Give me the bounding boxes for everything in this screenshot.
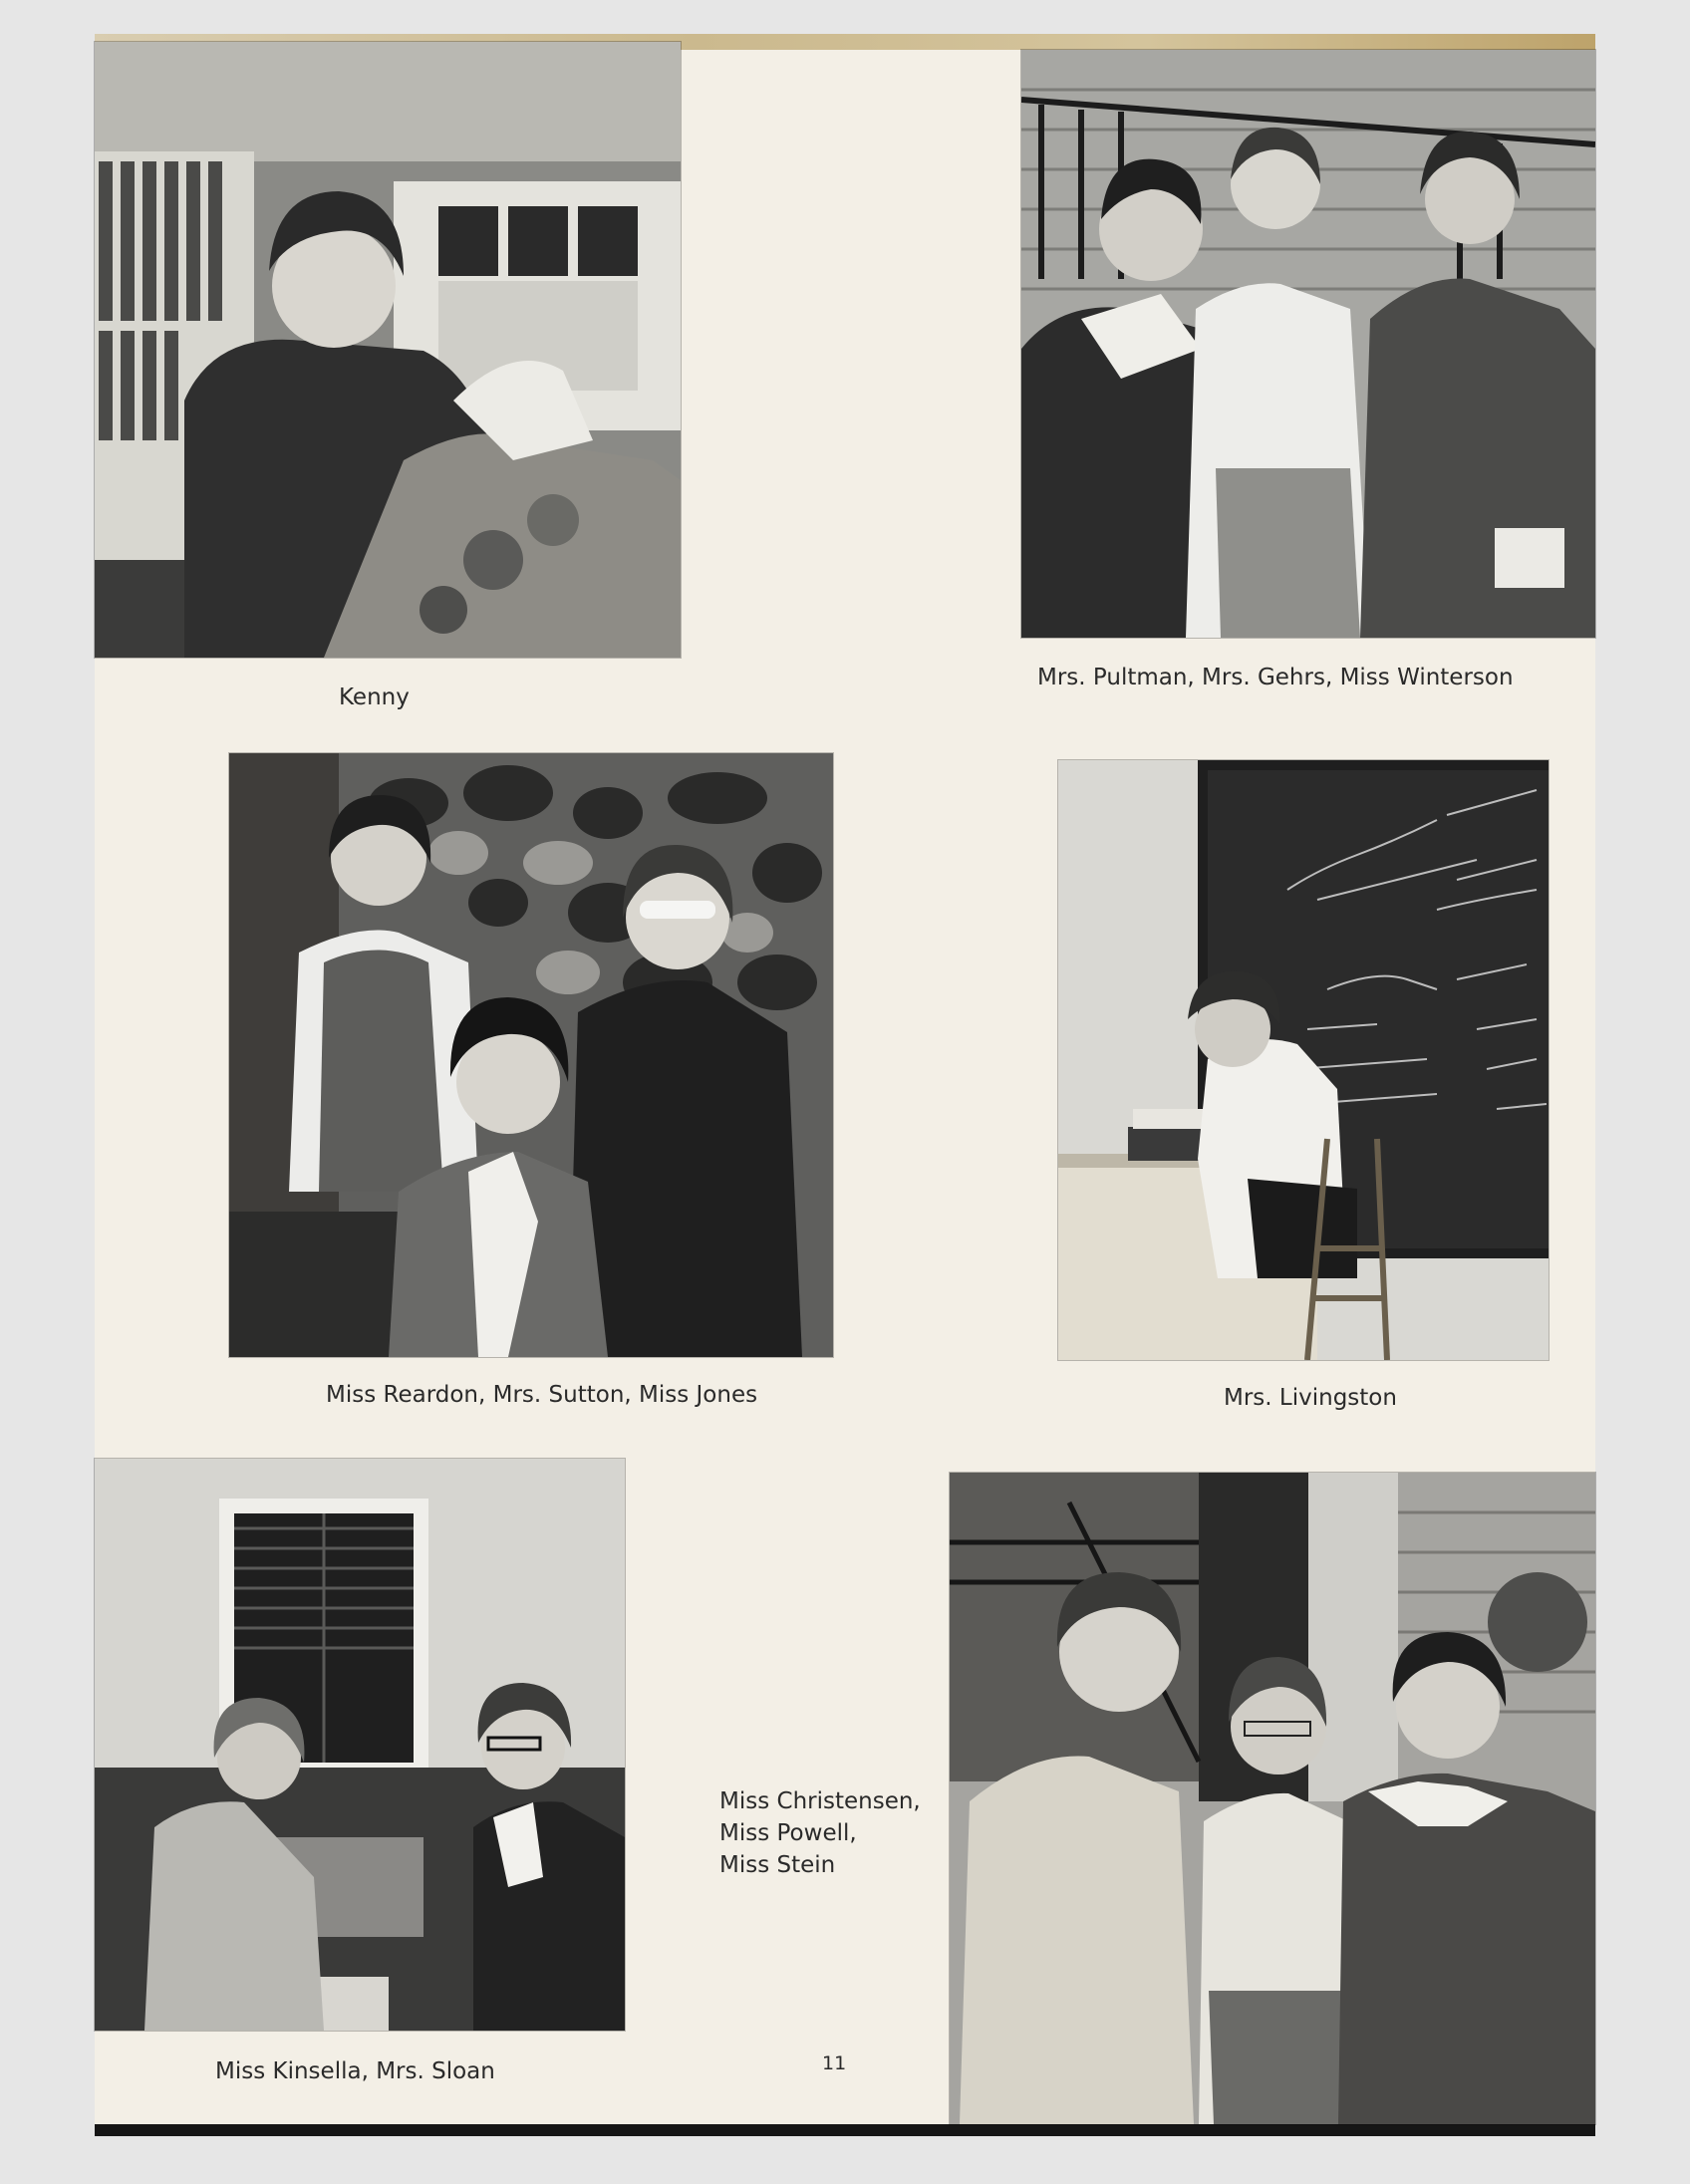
caption-livingston: Mrs. Livingston xyxy=(1224,1385,1397,1411)
photo-christensen-powell-stein xyxy=(950,1473,1595,2124)
photo-reardon-sutton-jones xyxy=(229,753,833,1357)
caption-line-stein: Miss Stein xyxy=(719,1852,836,1878)
caption-kinsella-sloan: Miss Kinsella, Mrs. Sloan xyxy=(215,2058,495,2084)
caption-line-powell: Miss Powell, xyxy=(719,1820,857,1846)
caption-pultman-gehrs-winterson: Mrs. Pultman, Mrs. Gehrs, Miss Winterson xyxy=(1037,665,1514,690)
caption-line-christensen: Miss Christensen, xyxy=(719,1788,921,1814)
caption-christensen-powell-stein xyxy=(719,1785,921,1881)
photo-pultman-gehrs-winterson xyxy=(1021,50,1595,638)
photo-kenny xyxy=(95,42,681,658)
yearbook-page xyxy=(95,34,1595,2136)
caption-reardon-sutton-jones: Miss Reardon, Mrs. Sutton, Miss Jones xyxy=(326,1382,758,1408)
caption-kenny: Kenny xyxy=(339,684,410,710)
photo-kinsella-sloan xyxy=(95,1459,625,2031)
page-number: 11 xyxy=(822,2052,847,2074)
photo-livingston xyxy=(1058,760,1549,1360)
